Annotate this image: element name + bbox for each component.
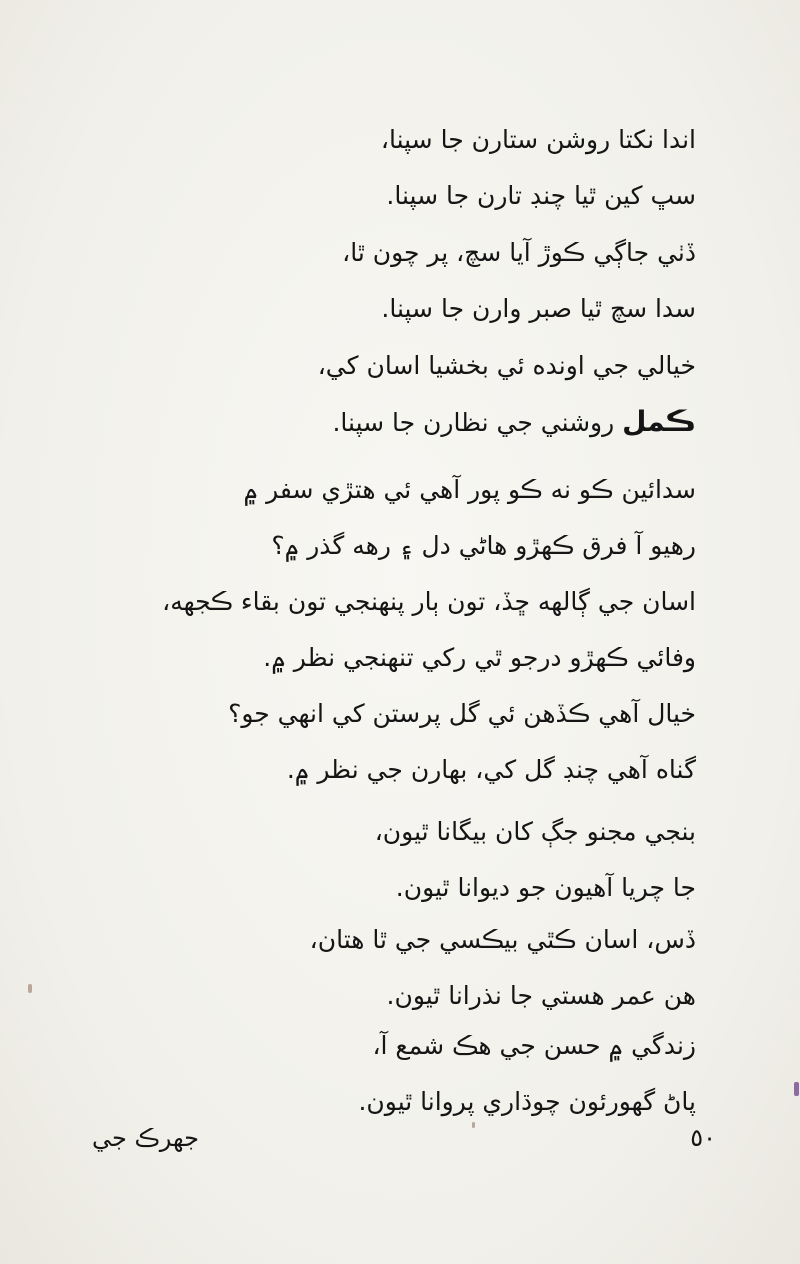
verse-line: خيال آهي ڪڏهن ئي گل پرستن کي انهي جو؟ <box>228 699 696 728</box>
verse-line: گناه آهي چنڊ گل کي، بهارن جي نظر ۾. <box>286 755 696 784</box>
stanza-5 <box>76 574 696 686</box>
stanza-2 <box>256 225 696 337</box>
verse-line-rest: روشني جي نظارن جا سپنا. <box>332 408 615 437</box>
verse-line: سڀ کين ٿيا چنڊ تارن جا سپنا. <box>386 181 696 210</box>
stanza-9 <box>256 1018 696 1130</box>
emphasized-word: ڪمل <box>622 405 696 438</box>
stanza-8 <box>256 912 696 1024</box>
verse-line: بنجي مجنو جڳ کان بيگانا ٿيون، <box>374 817 696 846</box>
page-number: ٥٠ <box>690 1124 716 1152</box>
verse-line: ڏٺي جاڳي ڪوڙ آيا سچ، پر چون ٿا، <box>342 238 696 267</box>
verse-line: سدائين ڪو نه ڪو پور آهي ئي هتڙي سفر ۾ <box>243 475 696 504</box>
verse-line: سدا سچ ٿيا صبر وارن جا سپنا. <box>381 294 696 323</box>
verse-line: اسان جي ڳالهه ڇڏ، تون ٻار پنهنجي تون بقاء ڪجهه، <box>162 587 696 616</box>
verse-line: خيالي جي اونده ئي بخشيا اسان کي، <box>317 351 696 380</box>
stanza-3 <box>256 338 696 450</box>
stanza-4 <box>76 462 696 574</box>
paper-speck <box>472 1122 475 1128</box>
stanza-7 <box>256 804 696 916</box>
verse-line: رهيو آ فرق ڪهڙو هاڻي دل ۽ رهه گذر ۾؟ <box>271 531 696 560</box>
verse-line: ڏس، اسان ڪٿي بيڪسي جي ٿا هتان، <box>309 925 696 954</box>
verse-line: هن عمر هستي جا نذرانا ٿيون. <box>386 981 696 1010</box>
verse-line: جا چريا آهيون جو ديوانا ٿيون. <box>395 873 696 902</box>
verse-line <box>256 394 696 450</box>
paper-speck <box>794 1082 799 1096</box>
verse-line: وفائي ڪهڙو درجو ٿي رکي تنهنجي نظر ۾. <box>263 643 696 672</box>
verse-line: زندگي ۾ حسن جي هڪ شمع آ، <box>372 1031 696 1060</box>
stanza-1 <box>256 112 696 224</box>
paper-speck <box>28 984 32 993</box>
running-title: جهرڪ جي <box>92 1124 199 1152</box>
verse-line: اندا نكتا روشن ستارن جا سپنا، <box>380 125 696 154</box>
verse-line: پاڻ گهورئون چوڌاري پروانا ٿيون. <box>358 1087 696 1116</box>
stanza-6 <box>76 686 696 798</box>
